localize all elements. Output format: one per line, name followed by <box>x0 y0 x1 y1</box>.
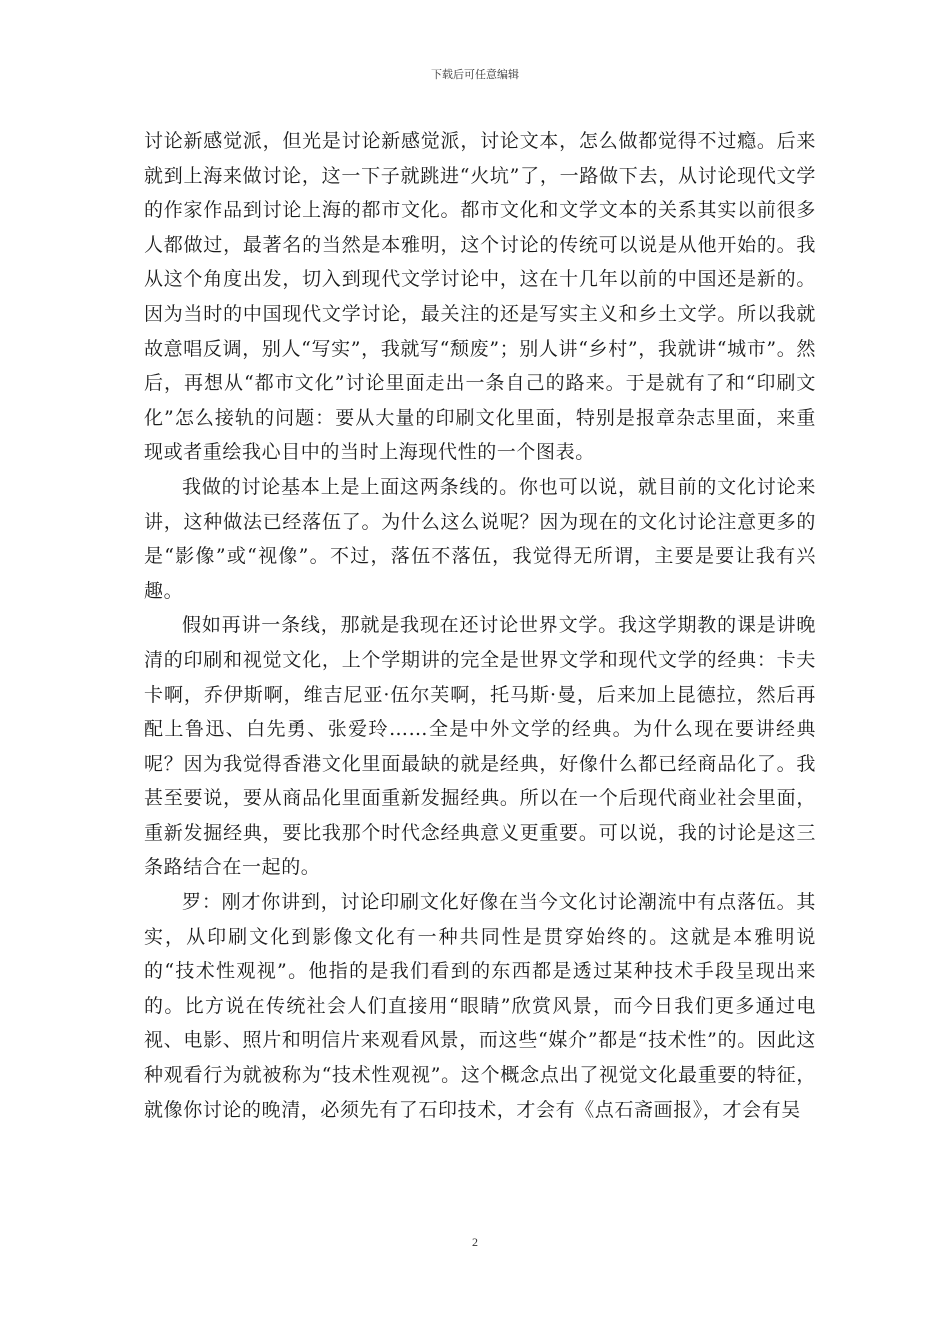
document-body <box>144 124 816 1127</box>
page-number: 2 <box>472 1235 478 1249</box>
page-header: 下载后可任意编辑 <box>431 68 519 81</box>
paragraph-3: 假如再讲一条线，那就是我现在还讨论世界文学。我这学期教的课是讲晚清的印刷和视觉文化，上个学期讲的完全是世界文学和现代文学的经典：卡夫卡啊，乔伊斯啊，维吉尼亚·伍尔芙啊，托马斯·曼，后来加上昆德拉，然后再配上鲁迅、白先勇、张爱玲……全是中外文学的经典。为什么现在要讲经典呢？因为我觉得香港文化里面最缺的就是经典，好像什么都已经商品化了。我甚至要说，要从商品化里面重新发掘经典。所以在一个后现代商业社会里面，重新发掘经典，要比我那个时代念经典意义更重要。可以说，我的讨论是这三条路结合在一起的。 <box>144 614 816 879</box>
paragraph-1: 讨论新感觉派，但光是讨论新感觉派，讨论文本，怎么做都觉得不过瘾。后来就到上海来做讨论，这一下子就跳进“火坑”了，一路做下去，从讨论现代文学的作家作品到讨论上海的都市文化。都市文化和文学文本的关系其实以前很多人都做过，最著名的当然是本雅明，这个讨论的传统可以说是从他开始的。我从这个角度出发，切入到现代文学讨论中，这在十几年以前的中国还是新的。因为当时的中国现代文学讨论，最关注的还是写实主义和乡土文学。所以我就故意唱反调，别人“写实”，我就写“颓废”；别人讲“乡村”，我就讲“城市”。然后，再想从“都市文化”讨论里面走出一条自己的路来。于是就有了和“印刷文化”怎么接轨的问题：要从大量的印刷文化里面，特别是报章杂志里面，来重现或者重绘我心目中的当时上海现代性的一个图表。 <box>144 130 816 464</box>
paragraph-4: 罗：刚才你讲到，讨论印刷文化好像在当今文化讨论潮流中有点落伍。其实，从印刷文化到影像文化有一种共同性是贯穿始终的。这就是本雅明说的“技术性观视”。他指的是我们看到的东西都是透过某种技术手段呈现出来的。比方说在传统社会人们直接用“眼睛”欣赏风景，而今日我们更多通过电视、电影、照片和明信片来观看风景，而这些“媒介”都是“技术性”的。因此这种观看行为就被称为“技术性观视”。这个概念点出了视觉文化最重要的特征，就像你讨论的晚清，必须先有了石印技术，才会有《点石斋画报》，才会有吴 <box>144 891 816 1121</box>
paragraph-2: 我做的讨论基本上是上面这两条线的。你也可以说，就目前的文化讨论来讲，这种做法已经落伍了。为什么这么说呢？因为现在的文化讨论注意更多的是“影像”或“视像”。不过，落伍不落伍，我觉得无所谓，主要是要让我有兴趣。 <box>144 475 816 602</box>
